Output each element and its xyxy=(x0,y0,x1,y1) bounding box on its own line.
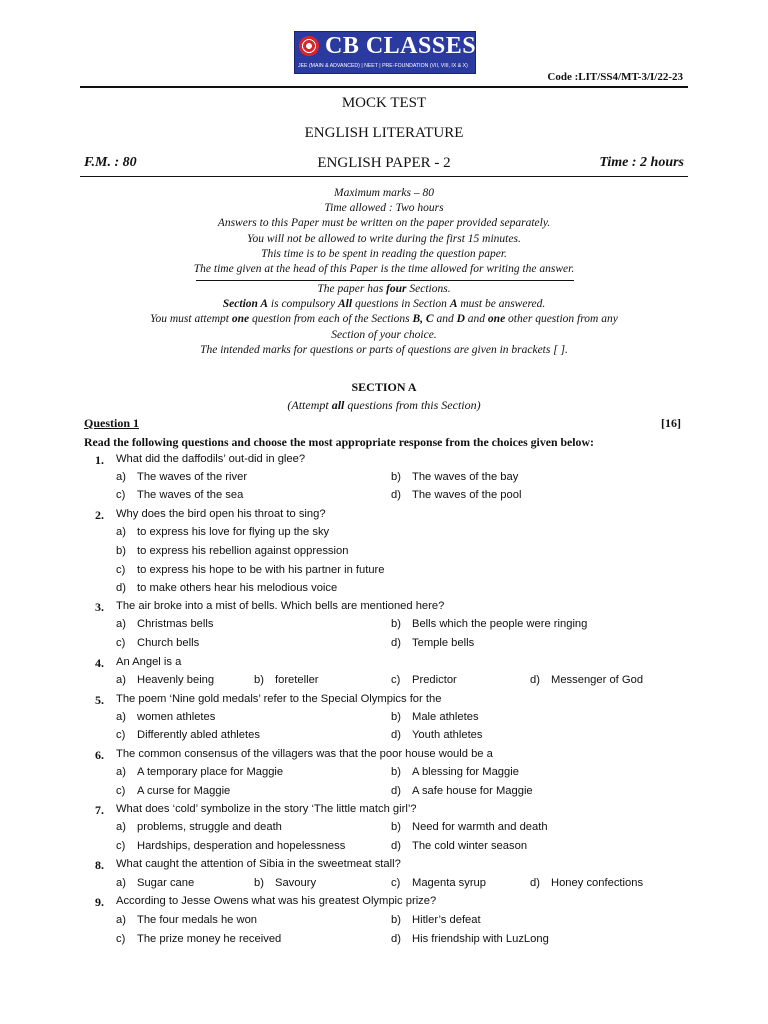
instruction-line: This time is to be spent in reading the question paper. xyxy=(261,247,507,260)
option: a) Christmas bells xyxy=(116,618,214,630)
option: b) A blessing for Maggie xyxy=(391,766,519,778)
option: a) women athletes xyxy=(116,711,216,723)
option: b) Need for warmth and death xyxy=(391,821,548,833)
marks-line: The intended marks for questions or parts of questions are given in brackets [ ]. xyxy=(200,343,568,356)
question-number: 6. xyxy=(95,748,104,762)
option: c) The prize money he received xyxy=(116,933,282,945)
option: b) foreteller xyxy=(254,674,319,686)
time-allowed: Time : 2 hours xyxy=(599,155,684,170)
question-number: 2. xyxy=(95,508,104,522)
option: d) Youth athletes xyxy=(391,729,483,741)
instruction-line: Maximum marks – 80 xyxy=(334,187,434,199)
question-text: According to Jesse Owens what was his greatest Olympic prize? xyxy=(116,895,437,907)
option: b) Savoury xyxy=(254,877,317,889)
option: b) Male athletes xyxy=(391,711,479,723)
option: d) Temple bells xyxy=(391,637,475,649)
question-number: 1. xyxy=(95,453,104,467)
title-subject: ENGLISH LITERATURE xyxy=(304,125,464,141)
option: d) to make others hear his melodious voice xyxy=(116,582,338,594)
option: b) The waves of the bay xyxy=(391,471,519,483)
question-text: An Angel is a xyxy=(116,656,182,668)
question-marks: [16] xyxy=(661,416,681,430)
option: d) His friendship with LuzLong xyxy=(391,933,549,945)
question-text: The air broke into a mist of bells. Which bells are mentioned here? xyxy=(116,600,445,612)
option: c) A curse for Maggie xyxy=(116,785,231,797)
instruction-line: Time allowed : Two hours xyxy=(324,202,444,215)
sections-line: The paper has four Sections. xyxy=(317,283,451,295)
question-number: 4. xyxy=(95,656,104,670)
cb-classes-logo xyxy=(294,31,476,74)
question-text: Why does the bird open his throat to sing? xyxy=(116,508,326,520)
instruction-line: The time given at the head of this Paper is the time allowed for writing the answer. xyxy=(193,263,575,276)
question-instruction: Read the following questions and choose the most appropriate response from the choices given below: xyxy=(84,435,594,449)
option: d) Honey confections xyxy=(530,877,644,889)
logo-emblem-icon xyxy=(298,35,320,57)
question-text: What caught the attention of Sibia in the sweetmeat stall? xyxy=(116,858,401,870)
instructions-block xyxy=(0,186,768,277)
instruction-line: Answers to this Paper must be written on the paper provided separately. xyxy=(217,217,551,230)
full-marks: F.M. : 80 xyxy=(84,155,137,170)
option: c) to express his hope to be with his partner in future xyxy=(116,564,385,576)
option: c) Differently abled athletes xyxy=(116,729,260,741)
option: a) The waves of the river xyxy=(116,471,248,483)
title-paper: ENGLISH PAPER - 2 xyxy=(317,155,451,171)
question-number: 8. xyxy=(95,858,104,872)
sections-block xyxy=(0,282,768,358)
option: c) Predictor xyxy=(391,674,457,686)
option: c) Magenta syrup xyxy=(391,877,487,889)
logo-name: CB CLASSES xyxy=(325,33,477,59)
instruction-line: You will not be allowed to write during the first 15 minutes. xyxy=(247,232,521,245)
title-mock-test: MOCK TEST xyxy=(341,95,427,111)
question-number: 7. xyxy=(95,803,104,817)
option: d) The waves of the pool xyxy=(391,489,522,501)
option: c) Hardships, desperation and hopelessness xyxy=(116,840,346,852)
option: d) Messenger of God xyxy=(530,674,644,686)
logo-tagline: JEE (MAIN & ADVANCED) | NEET | PRE-FOUNDATION (VII, VIII, IX & X) xyxy=(298,63,468,69)
instructions-divider xyxy=(196,280,574,281)
section-subtitle: (Attempt all questions from this Section) xyxy=(287,398,481,412)
option: b) Bells which the people were ringing xyxy=(391,618,588,630)
option: a) Sugar cane xyxy=(116,877,195,889)
section-title: SECTION A xyxy=(351,380,417,394)
compulsory-line: Section A is compulsory All questions in Section A must be answered. xyxy=(222,298,546,311)
question-text: The poem ‘Nine gold medals’ refer to the Special Olympics for the xyxy=(116,693,442,705)
choice-line: Section of your choice. xyxy=(331,328,437,341)
question-text: What does ‘cold’ symbolize in the story ‘The little match girl’? xyxy=(116,803,417,815)
header-divider xyxy=(80,176,688,177)
option: c) Church bells xyxy=(116,637,200,649)
option: b) Hitler’s defeat xyxy=(391,914,481,926)
question-number: 3. xyxy=(95,600,104,614)
top-divider xyxy=(80,86,688,88)
option: d) The cold winter season xyxy=(391,840,528,852)
option: c) The waves of the sea xyxy=(116,489,244,501)
option: a) Heavenly being xyxy=(116,674,215,686)
attempt-line: You must attempt one question from each of the Sections B, C and D and one other question from any xyxy=(150,313,618,326)
option: b) to express his rebellion against oppression xyxy=(116,545,349,557)
question-text: The common consensus of the villagers was that the poor house would be a xyxy=(116,748,493,760)
option: a) A temporary place for Maggie xyxy=(116,766,284,778)
option: a) to express his love for flying up the sky xyxy=(116,526,330,538)
option: d) A safe house for Maggie xyxy=(391,785,533,797)
question-number: 9. xyxy=(95,895,104,909)
paper-code: Code :LIT/SS4/MT-3/I/22-23 xyxy=(547,71,683,83)
question-label: Question 1 xyxy=(84,416,140,430)
option: a) problems, struggle and death xyxy=(116,821,282,833)
question-text: What did the daffodils’ out-did in glee? xyxy=(116,453,306,465)
question-number: 5. xyxy=(95,693,104,707)
option: a) The four medals he won xyxy=(116,914,258,926)
